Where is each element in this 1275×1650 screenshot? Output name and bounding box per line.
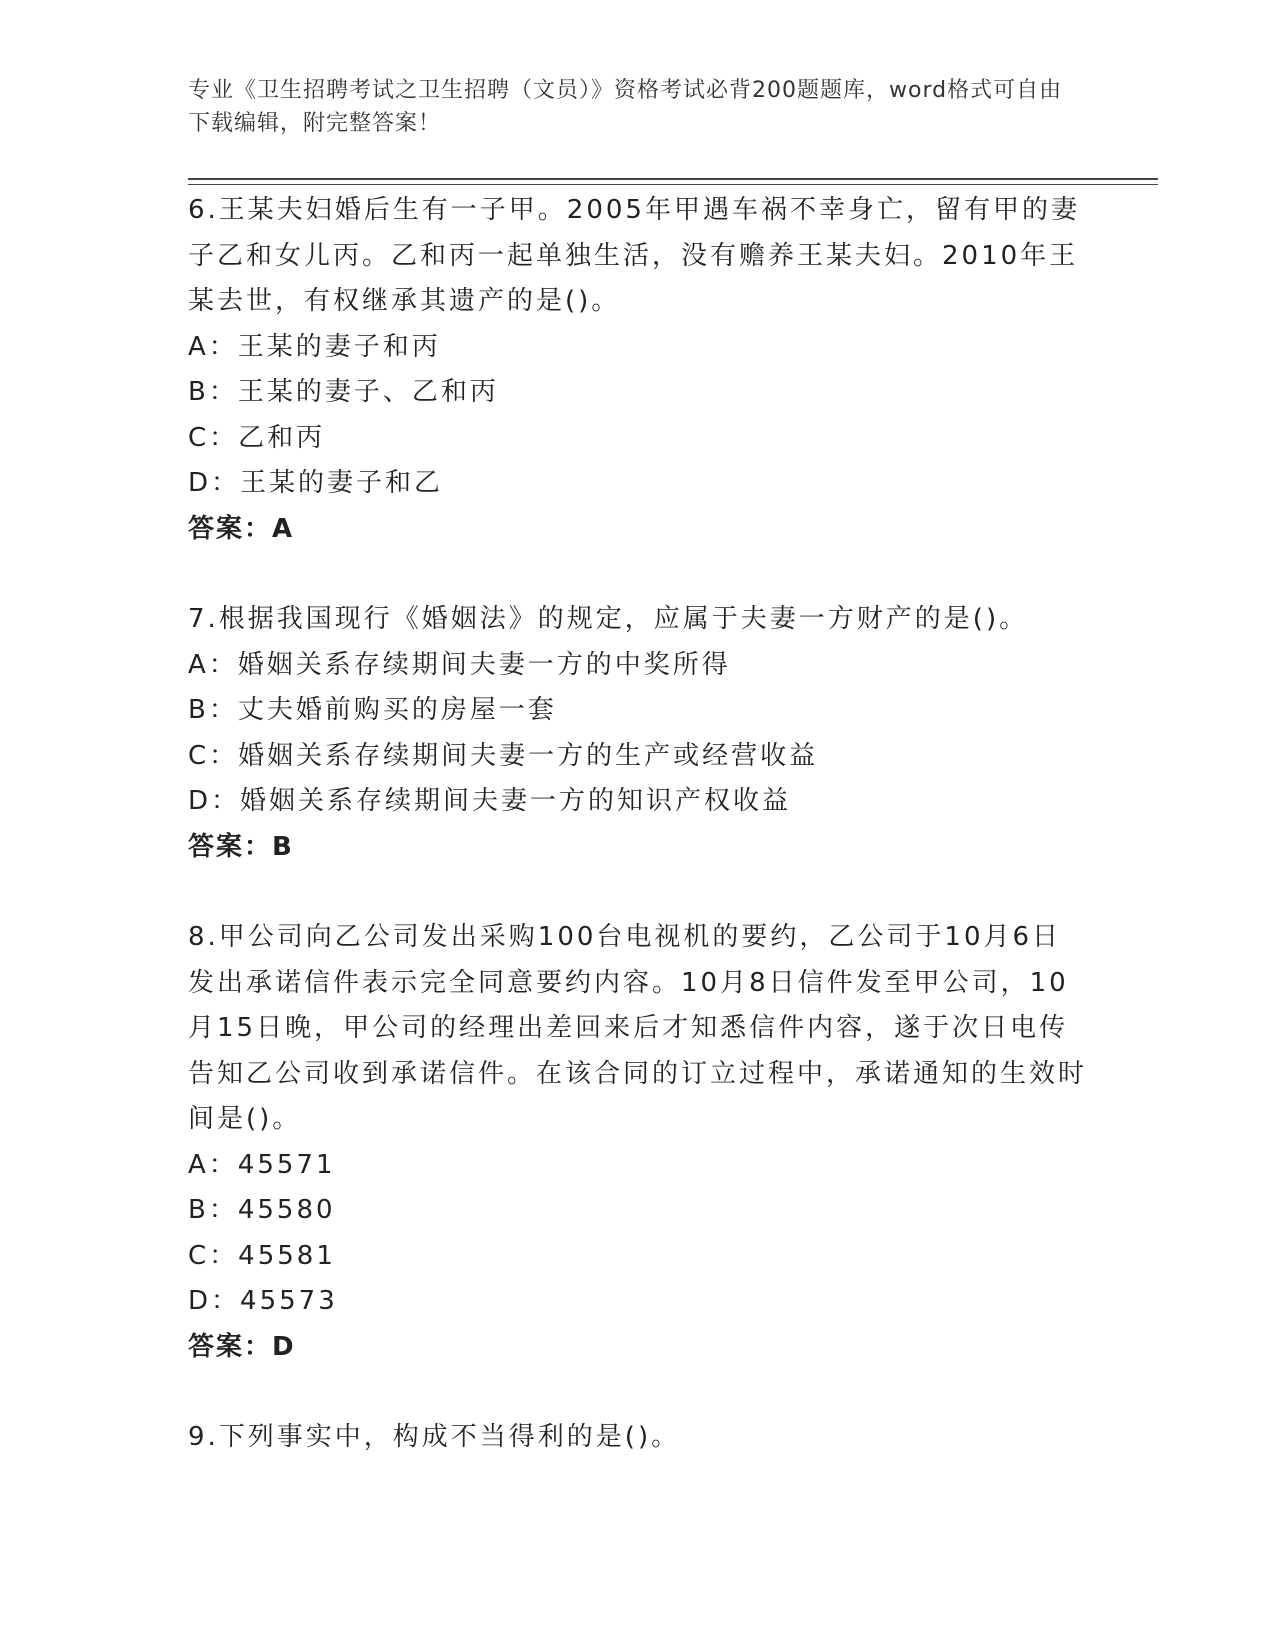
question-7	[188, 597, 1088, 870]
option-a: A：王某的妻子和丙	[188, 331, 441, 362]
option-d: D：婚姻关系存续期间夫妻一方的知识产权收益	[188, 786, 792, 816]
question-spacer	[188, 870, 1088, 915]
header-divider-thick	[188, 178, 1158, 180]
question-6	[188, 188, 1088, 552]
question-text: 8.甲公司向乙公司发出采购100台电视机的要约，乙公司于10月6日发出承诺信件表示完全同意要约内容。10月8日信件发至甲公司，10月15日晚，甲公司的经理出差回来后才知悉信件内容，遂于次日电传告知乙公司收到承诺信件。在该合同的订立过程中，承诺通知的生效时间是()。	[188, 922, 1088, 1134]
question-text: 7.根据我国现行《婚姻法》的规定，应属于夫妻一方财产的是()。	[188, 604, 1029, 634]
option-b: B：王某的妻子、乙和丙	[188, 377, 499, 407]
option-b: B：丈夫婚前购买的房屋一套	[188, 695, 557, 725]
question-text: 6.王某夫妇婚后生有一子甲。2005年甲遇车祸不幸身亡，留有甲的妻子乙和女儿丙。乙和丙一起单独生活，没有赡养王某夫妇。2010年王某去世，有权继承其遗产的是()。	[188, 195, 1080, 316]
answer-line: 答案：D	[188, 1331, 296, 1362]
question-list	[188, 188, 1088, 1461]
question-9	[188, 1415, 1088, 1461]
option-b: B：45580	[188, 1195, 336, 1225]
question-spacer	[188, 552, 1088, 597]
option-c: C：45581	[188, 1240, 336, 1271]
question-8	[188, 915, 1088, 1370]
option-d: D：45573	[188, 1286, 338, 1316]
answer-line: 答案：A	[188, 513, 295, 544]
option-d: D：王某的妻子和乙	[188, 468, 444, 498]
option-a: A：婚姻关系存续期间夫妻一方的中奖所得	[188, 649, 731, 680]
question-spacer	[188, 1370, 1088, 1415]
answer-line: 答案：B	[188, 831, 294, 862]
header-divider-thin	[188, 184, 1158, 185]
option-c: C：婚姻关系存续期间夫妻一方的生产或经营收益	[188, 740, 819, 771]
question-text: 9.下列事实中，构成不当得利的是()。	[188, 1422, 681, 1452]
option-c: C：乙和丙	[188, 422, 326, 453]
document-header: 专业《卫生招聘考试之卫生招聘（文员）》资格考试必背200题题库，word格式可自由下载编辑，附完整答案！	[188, 78, 1063, 136]
option-a: A：45571	[188, 1149, 336, 1180]
